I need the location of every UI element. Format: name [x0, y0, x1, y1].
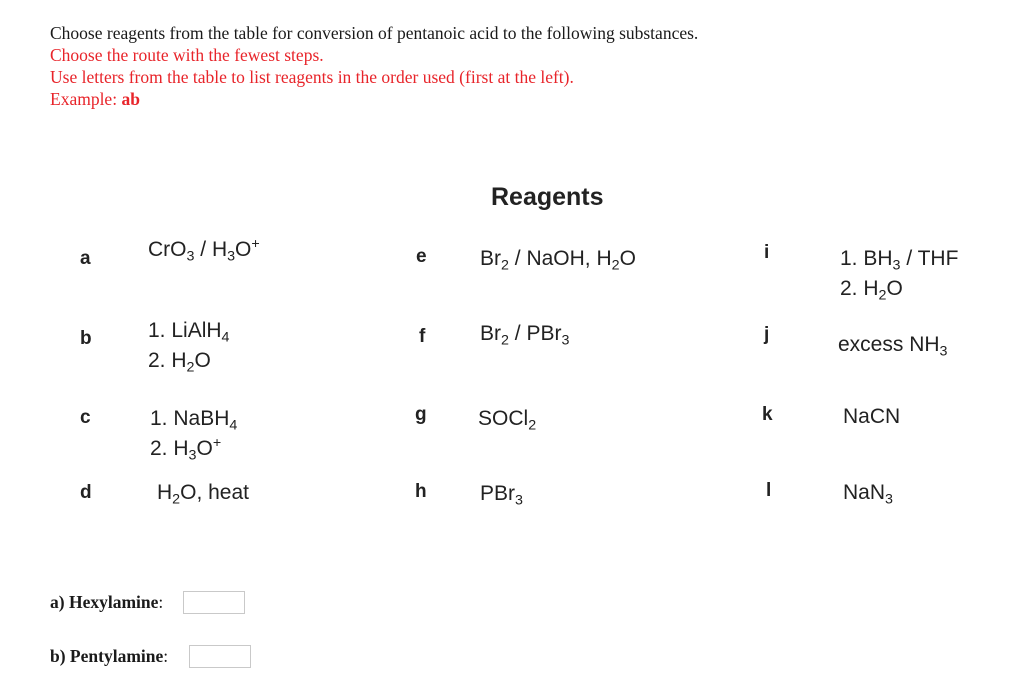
reagent-f-formula: $Br_2 / PBr_3$	[480, 322, 570, 349]
reagent-j-formula: excess $NH_3$	[838, 333, 948, 360]
reagent-letter-i: i	[764, 242, 770, 263]
example-label: Example:	[50, 89, 122, 109]
question-b-colon: :	[163, 646, 169, 666]
instructions	[50, 22, 698, 110]
reagent-i-step-1: 1. $BH_3$ / THF	[840, 247, 959, 274]
instruction-line-3: Use letters from the table to list reagents in the order used (first at the left).	[50, 67, 574, 87]
reagent-k-formula: NaCN	[843, 405, 901, 428]
reagent-b-step-2: 2. $H_2O$	[148, 349, 211, 376]
reagent-h-formula: PBr$_3$	[480, 482, 523, 509]
hexylamine-answer-input[interactable]	[183, 591, 245, 614]
reagent-j	[838, 330, 947, 360]
reagent-a	[148, 235, 260, 265]
reagent-letter-g: g	[415, 404, 427, 425]
reagent-l	[843, 478, 893, 508]
reagent-letter-h: h	[415, 481, 427, 502]
reagent-letter-f: f	[419, 326, 426, 347]
question-a-colon: :	[158, 592, 164, 612]
reagent-letter-j: j	[764, 324, 770, 345]
reagent-e	[480, 244, 636, 274]
reagent-i	[840, 244, 958, 304]
reagent-g	[478, 404, 536, 434]
reagent-letter-a: a	[80, 248, 91, 269]
question-a	[50, 592, 163, 613]
instruction-example	[50, 88, 698, 110]
question-b-label: b) Pentylamine	[50, 646, 164, 666]
reagent-e-formula: $Br_2$ / NaOH, $H_2O$	[480, 247, 636, 274]
reagent-a-formula: $CrO_3 / H_3O^+$	[148, 236, 260, 265]
reagent-letter-l: l	[766, 480, 772, 501]
reagent-c	[150, 404, 237, 464]
question-a-label: a) Hexylamine	[50, 592, 159, 612]
question-b	[50, 646, 168, 667]
reagent-k	[843, 402, 900, 432]
reagent-h	[480, 479, 523, 509]
reagent-c-step-1: 1. NaBH$_4$	[150, 407, 238, 434]
instruction-line-1: Choose reagents from the table for conversion of pentanoic acid to the following substances.	[50, 23, 699, 43]
reagent-letter-e: e	[416, 246, 427, 267]
reagent-letter-d: d	[80, 482, 92, 503]
instruction-line-2: Choose the route with the fewest steps.	[50, 45, 324, 65]
reagent-b	[148, 316, 229, 376]
pentylamine-answer-input[interactable]	[189, 645, 251, 668]
reagent-i-step-2: 2. $H_2O$	[840, 277, 903, 304]
reagent-letter-b: b	[80, 328, 92, 349]
example-value: ab	[121, 89, 140, 109]
reagent-letter-k: k	[762, 404, 773, 425]
reagent-d-formula: $H_2O$, heat	[157, 481, 249, 508]
reagent-f	[480, 319, 569, 349]
reagents-title: Reagents	[491, 183, 604, 211]
reagent-g-formula: SOCl$_2$	[478, 407, 537, 434]
reagent-letter-c: c	[80, 407, 91, 428]
reagent-c-step-2: 2. $H_3O^+$	[150, 435, 222, 464]
reagent-l-formula: NaN$_3$	[843, 481, 893, 508]
reagent-d	[157, 478, 249, 508]
reagent-b-step-1: 1. LiAlH$_4$	[148, 319, 230, 346]
